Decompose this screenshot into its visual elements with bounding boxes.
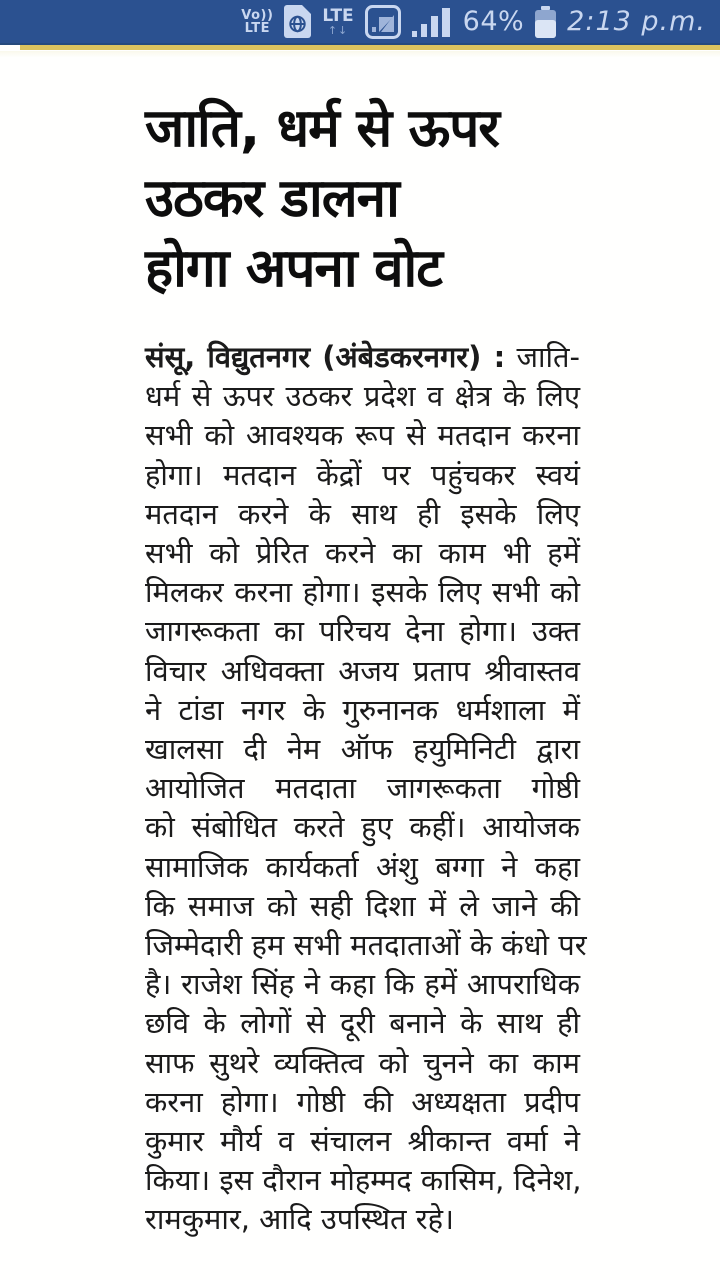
news-article xyxy=(0,58,720,1240)
gold-border-line xyxy=(20,45,720,50)
headline-line: जाति, धर्म से ऊपर xyxy=(145,98,499,159)
article-line: करना होगा। गोष्ठी की अध्यक्षता प्रदीप xyxy=(145,1084,580,1119)
article-line: रामकुमार, आदि उपस्थित रहे। xyxy=(145,1202,455,1237)
volte-icon xyxy=(241,9,273,35)
article-line: जिम्मेदारी हम सभी मतदाताओं के कंधो पर xyxy=(145,928,587,963)
article-line: सभी को प्रेरित करने का काम भी हमें xyxy=(145,536,580,571)
article-line: किया। इस दौरान मोहम्मद कासिम, दिनेश, xyxy=(145,1163,582,1198)
headline-line: होगा अपना वोट xyxy=(145,238,442,299)
article-line xyxy=(145,338,580,377)
article-headline xyxy=(145,94,580,304)
article-line: साफ सुथरे व्यक्तित्व को चुनने का काम xyxy=(145,1045,580,1080)
clock-time: 2:13 p.m. xyxy=(567,6,706,37)
status-bar xyxy=(0,0,720,45)
lte-label: LTE xyxy=(322,5,354,26)
article-line: जागरूकता का परिचय देना होगा। उक्त xyxy=(145,614,580,649)
article-line: आयोजित मतदाता जागरूकता गोष्ठी xyxy=(145,771,580,806)
battery-icon xyxy=(535,6,556,38)
article-line: सभी को आवश्यक रूप से मतदान करना xyxy=(145,418,580,453)
newspaper-page[interactable] xyxy=(0,58,720,1280)
page-edge-shade xyxy=(0,51,720,58)
article-line: कि समाज को सही दिशा में ले जाने की xyxy=(145,888,580,923)
article-line: विचार अधिवक्ता अजय प्रताप श्रीवास्तव xyxy=(145,653,580,688)
dateline: संसू, विद्युतनगर (अंबेडकरनगर) : xyxy=(145,340,506,374)
article-line: ने टांडा नगर के गुरुनानक धर्मशाला में xyxy=(145,692,580,727)
boxed-signal-icon xyxy=(365,5,401,39)
article-line: मिलकर करना होगा। इसके लिए सभी को xyxy=(145,575,580,610)
lte-updown-icon xyxy=(322,5,354,37)
article-line: मतदान करने के साथ ही इसके लिए xyxy=(145,496,580,531)
sim-card-icon xyxy=(284,5,311,38)
article-line: छवि के लोगों से दूरी बनाने के साथ ही xyxy=(145,1006,580,1041)
article-line: को संबोधित करते हुए कहीं। आयोजक xyxy=(145,810,580,845)
headline-line: उठकर डालना xyxy=(145,168,399,229)
page-top-border xyxy=(0,45,720,51)
battery-percent: 64% xyxy=(462,6,525,37)
article-line: कुमार मौर्य व संचालन श्रीकान्त वर्मा ने xyxy=(145,1124,580,1159)
article-line: है। राजेश सिंह ने कहा कि हमें आपराधिक xyxy=(145,967,580,1002)
article-body xyxy=(145,338,587,1240)
article-line: खालसा दी नेम ऑफ हयुमिनिटी द्वारा xyxy=(145,732,580,767)
article-line-text: जाति- xyxy=(516,340,580,374)
volte-label-top: Vo)) xyxy=(241,7,274,23)
volte-label-bottom: LTE xyxy=(244,20,271,36)
article-line: सामाजिक कार्यकर्ता अंशु बग्गा ने कहा xyxy=(145,849,580,884)
article-line: होगा। मतदान केंद्रों पर पहुंचकर स्वयं xyxy=(145,457,580,492)
updown-arrows-icon: ↑↓ xyxy=(327,23,349,37)
article-line: धर्म से ऊपर उठकर प्रदेश व क्षेत्र के लिए xyxy=(145,379,580,414)
signal-bars-icon xyxy=(412,6,452,38)
